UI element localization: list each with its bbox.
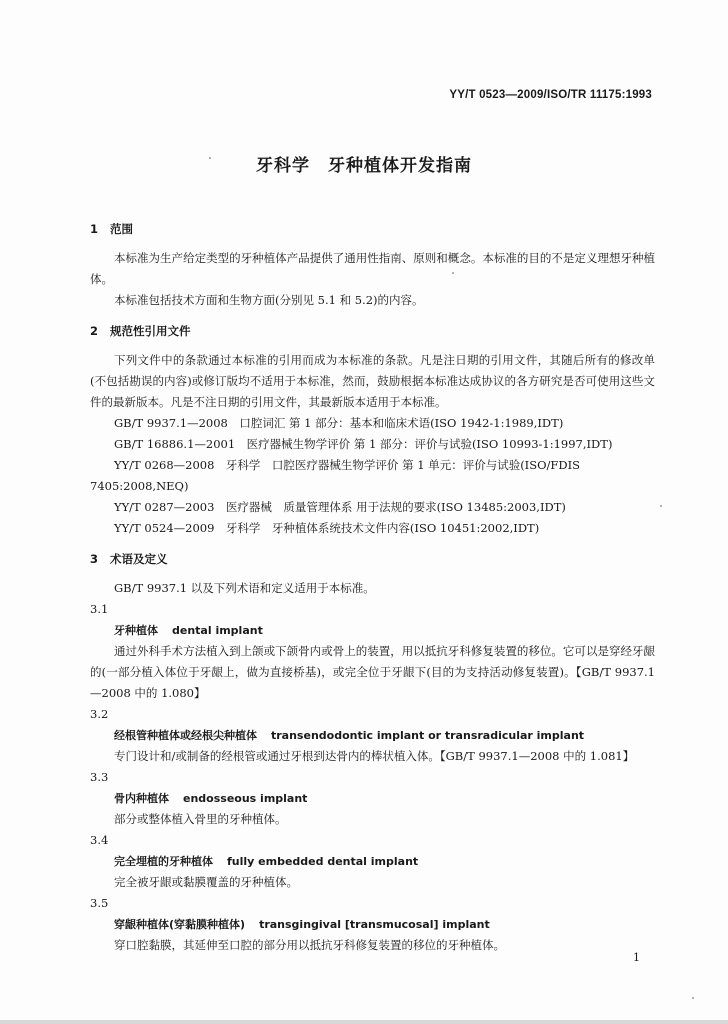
term-en: transgingival [transmucosal] implant [259,918,490,931]
reference-item: YY/T 0287—2003 医疗器械 质量管理体系 用于法规的要求(ISO 13485:2003,IDT) [114,500,566,514]
term-heading [90,620,655,641]
term-heading [90,851,655,872]
term-zh: 经根管种植体或经根尖种植体 [114,729,257,742]
term-en: fully embedded dental implant [227,855,419,868]
term-number: 3.2 [90,707,109,721]
section-heading-terms-definitions [90,549,655,570]
term-number: 3.5 [90,896,109,910]
scan-speck [692,997,694,999]
term-heading [90,725,655,746]
paragraph: GB/T 9937.1 以及下列术语和定义适用于本标准。 [114,581,375,595]
term-zh: 完全埋植的牙种植体 [114,855,213,868]
term-definition: 专门设计和/或制备的经根管或通过牙根到达骨内的棒状植入体。【GB/T 9937.1—2008 中的 1.081】 [114,749,635,763]
scan-bottom-edge [0,1020,728,1024]
section-heading-normative-references [90,321,655,342]
scan-speck [452,272,454,274]
term-heading [90,788,655,809]
term-zh: 穿龈种植体(穿黏膜种植体) [114,918,246,931]
term-number: 3.3 [90,770,109,784]
reference-item: YY/T 0268—2008 牙科学 口腔医疗器械生物学评价 第 1 单元：评价与试验(ISO/FDIS 7405:2008,NEQ) [90,458,581,493]
term-definition: 通过外科手术方法植入到上颌或下颌骨内或骨上的装置，用以抵抗牙科修复装置的移位。它可以是穿经牙龈的(一部分植入体位于牙龈上，做为直接桥基)，或完全位于牙龈下(目的为支持活动修复装置)。【GB/T 9937.1—2008 中的 1.080】 [90,644,655,700]
standard-number: YY/T 0523—2009/ISO/TR 11175:1993 [449,89,652,101]
scan-speck [209,157,211,159]
term-en: transendodontic implant or transradicular implant [271,729,585,742]
term-en: dental implant [172,624,263,637]
reference-item: YY/T 0524—2009 牙科学 牙种植体系统技术文件内容(ISO 10451:2002,IDT) [114,521,540,535]
reference-item: GB/T 16886.1—2001 医疗器械生物学评价 第 1 部分：评价与试验(ISO 10993-1:1997,IDT) [114,437,613,451]
term-entry [90,767,655,830]
section-number: 1 [90,222,99,236]
section-title: 规范性引用文件 [110,324,191,338]
term-number: 3.1 [90,602,109,616]
term-definition: 部分或整体植入骨里的牙种植体。 [114,812,287,826]
reference-list [90,413,655,539]
page-number: 1 [633,951,640,964]
section-title: 范围 [110,222,133,236]
section-title: 术语及定义 [110,552,168,566]
term-entry [90,599,655,704]
term-entry [90,704,655,767]
term-definition: 穿口腔黏膜，其延伸至口腔的部分用以抵抗牙科修复装置的移位的牙种植体。 [114,938,505,952]
section-number: 2 [90,324,99,338]
term-definition: 完全被牙龈或黏膜覆盖的牙种植体。 [114,875,298,889]
scan-speck [660,505,662,507]
term-en: endosseous implant [183,792,308,805]
document-title: 牙科学 牙种植体开发指南 [256,156,472,176]
document-body [90,219,655,956]
paragraph: 下列文件中的条款通过本标准的引用而成为本标准的条款。凡是注日期的引用文件，其随后所有的修改单(不包括勘误的内容)或修订版均不适用于本标准，然而，鼓励根据本标准达成协议的各方研究是否可使用这些文件的最新版本。凡是不注日期的引用文件，其最新版本适用于本标准。 [90,353,655,409]
term-zh: 牙种植体 [114,624,158,637]
reference-item: GB/T 9937.1—2008 口腔词汇 第 1 部分：基本和临床术语(ISO 1942-1:1989,IDT) [114,416,564,430]
paragraph: 本标准为生产给定类型的牙种植体产品提供了通用性指南、原则和概念。本标准的目的不是定义理想牙种植体。 [90,251,655,286]
term-number: 3.4 [90,833,109,847]
term-heading [90,914,655,935]
section-number: 3 [90,552,99,566]
term-entry [90,830,655,893]
term-entry [90,893,655,956]
section-heading-scope [90,219,655,240]
paragraph: 本标准包括技术方面和生物方面(分别见 5.1 和 5.2)的内容。 [114,293,424,307]
term-zh: 骨内种植体 [114,792,169,805]
